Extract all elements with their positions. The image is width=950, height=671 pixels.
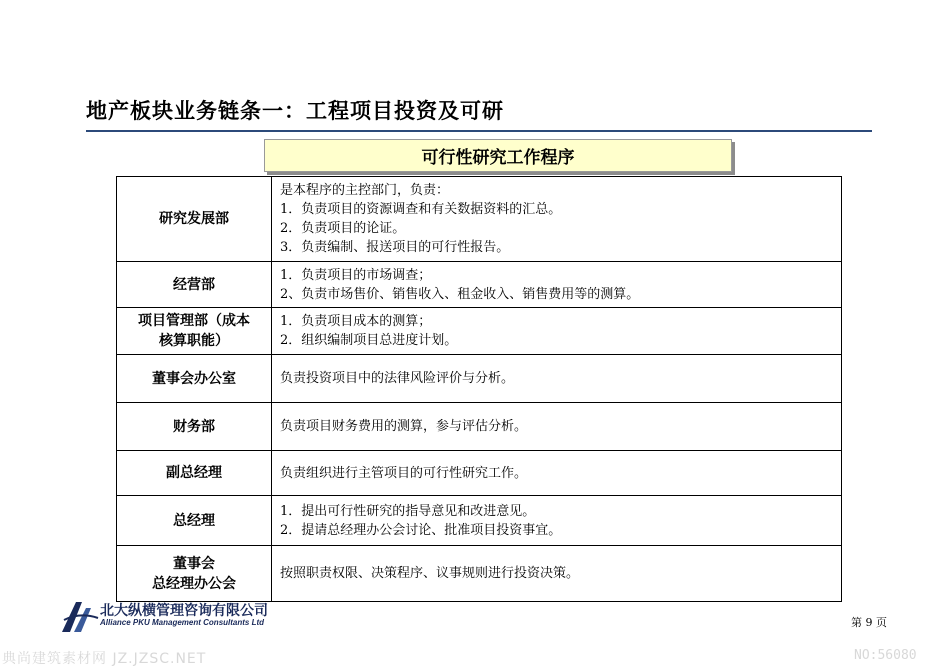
table-row: [117, 546, 842, 602]
desc-cell: 1．负责项目的市场调查； 2、负责市场售价、销售收入、租金收入、销售费用等的测算。: [272, 262, 842, 308]
procedure-table: [116, 176, 842, 602]
page-title: 地产板块业务链条一：工程项目投资及可研: [86, 99, 504, 123]
section-header: 可行性研究工作程序: [264, 139, 732, 172]
dept-cell: 董事会办公室: [117, 355, 272, 403]
watermark-site: 典尚建筑素材网 JZ.JZSC.NET: [2, 651, 207, 667]
dept-cell: 研究发展部: [117, 177, 272, 262]
logo-text-cn: 北大纵横管理咨询有限公司: [100, 603, 268, 619]
dept-cell: 董事会 总经理办公会: [117, 546, 272, 602]
desc-cell: 是本程序的主控部门，负责： 1．负责项目的资源调查和有关数据资料的汇总。 2．负责项目的论证。 3．负责编制、报送项目的可行性报告。: [272, 177, 842, 262]
dept-cell: 项目管理部（成本 核算职能）: [117, 308, 272, 355]
desc-cell: 负责项目财务费用的测算，参与评估分析。: [272, 403, 842, 451]
logo-text-en: Alliance PKU Management Consultants Ltd: [100, 618, 265, 627]
dept-cell: 经营部: [117, 262, 272, 308]
desc-cell: 负责投资项目中的法律风险评价与分析。: [272, 355, 842, 403]
table-row: [117, 496, 842, 546]
table-row: [117, 262, 842, 308]
desc-cell: 1．负责项目成本的测算； 2．组织编制项目总进度计划。: [272, 308, 842, 355]
desc-cell: 负责组织进行主管项目的可行性研究工作。: [272, 451, 842, 496]
dept-cell: 总经理: [117, 496, 272, 546]
table-row: [117, 308, 842, 355]
company-logo: [60, 598, 280, 634]
dept-cell: 副总经理: [117, 451, 272, 496]
table-row: [117, 355, 842, 403]
table-row: [117, 403, 842, 451]
table-row: [117, 451, 842, 496]
logo-mark-icon: [60, 598, 100, 634]
dept-cell: 财务部: [117, 403, 272, 451]
table-row: [117, 177, 842, 262]
desc-cell: 按照职责权限、决策程序、议事规则进行投资决策。: [272, 546, 842, 602]
desc-cell: 1．提出可行性研究的指导意见和改进意见。 2．提请总经理办公会讨论、批准项目投资事宜。: [272, 496, 842, 546]
watermark-id: NO:56080: [854, 648, 917, 663]
page-number: 第 9 页: [851, 616, 887, 629]
title-underline: [86, 130, 872, 132]
